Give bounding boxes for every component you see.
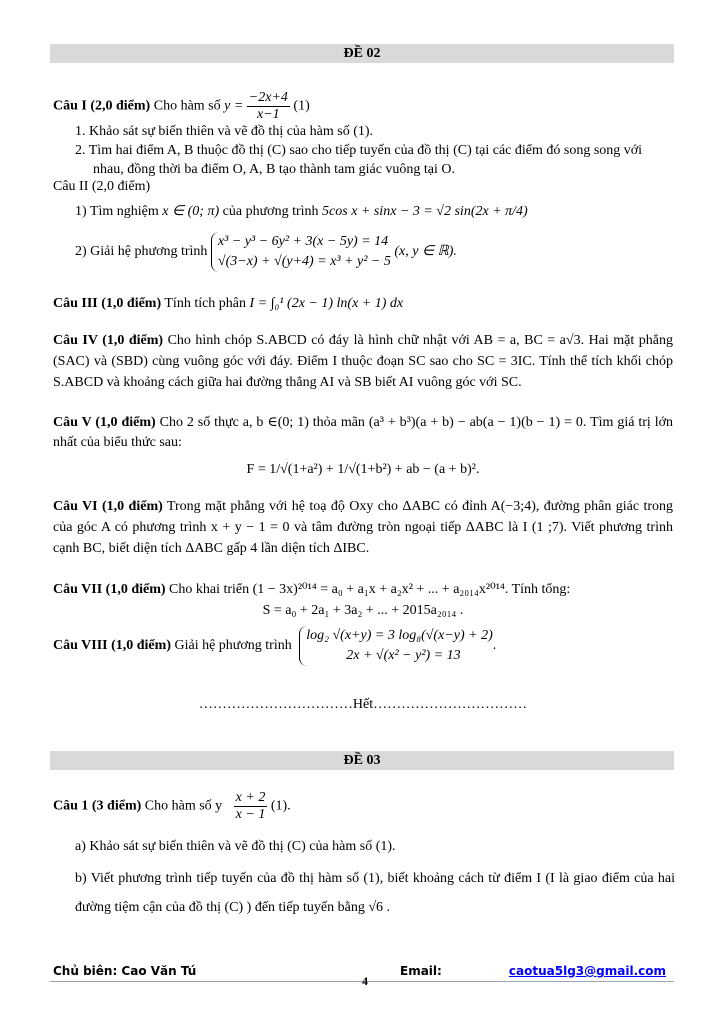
question-8: Câu VIII (1,0 điểm) Giải hệ phương trình log₂ √(x+y) = 3 log₈(√(x−y) + 2) 2x + √(x² − y²) = 13 . bbox=[53, 626, 673, 666]
question-6: Câu VI (1,0 điểm) Trong mặt phẳng với hệ toạ độ Oxy cho ΔABC có đỉnh A(−3;4), đường phân giác trong của góc A có phương trình x + y − 1 = 0 và tâm đường tròn ngoại tiếp ΔABC là I (1 ;7). Viết phương trình cạnh BC, biết diện tích ΔABC gấp 4 lần diện tích ΔIBC. bbox=[53, 499, 674, 556]
question-1-heading: Câu I (2,0 điểm) bbox=[53, 98, 151, 114]
equation-system: x³ − y³ − 6y² + 3(x − 5y) = 14 √(3−x) + √(y+4) = x³ + y² − 5 bbox=[211, 232, 391, 272]
question-1: Câu I (2,0 điểm) Cho hàm số y = $\frac{-2x+4}{x-1}$ (1) bbox=[53, 90, 310, 122]
page-footer bbox=[50, 962, 674, 988]
de03-item-a: a) Khảo sát sự biến thiên và vẽ đồ thị (C) của hàm số (1). bbox=[75, 839, 396, 854]
footer-email-label: Email: bbox=[400, 964, 442, 978]
de03-function-fraction: $\frac{x + 2}{x - 1}$ bbox=[235, 790, 266, 822]
question-1-item: 2. Tìm hai điểm A, B thuộc đồ thị (C) sao cho tiếp tuyến của đồ thị (C) tại các điểm đó song song với nhau, đồng thời ba điểm O, A, B tạo thành tam giác vuông tại O. bbox=[75, 143, 643, 177]
page-number: 4 bbox=[362, 974, 368, 988]
section-banner-de-02: ĐỀ 02 bbox=[50, 44, 674, 63]
question-4: Câu IV (1,0 điểm) Cho hình chóp S.ABCD có đáy là hình chữ nhật với AB = a, BC = a√3. Hai mặt phẳng (SAC) và (SBD) cùng vuông góc với đáy. Điểm I thuộc đoạn SC sao cho SC = 3IC. Tính thể tích khối chóp S.ABCD và khoảng cách giữa hai đường thẳng AI và SB biết AI vuông góc với SC. bbox=[53, 333, 673, 390]
question-1-item: 1. Khảo sát sự biến thiên và vẽ đồ thị của hàm số (1). bbox=[75, 124, 374, 139]
section-banner-de-03: ĐỀ 03 bbox=[50, 751, 674, 770]
end-marker: ……………………………Hết…………………………… bbox=[198, 697, 528, 712]
question-7: Câu VII (1,0 điểm) Cho khai triển (1 − 3x)²⁰¹⁴ = a₀ + a₁x + a₂x² + ... + a₂₀₁₄x²⁰¹⁴. Tính tổng: bbox=[53, 582, 571, 597]
question-3: Câu III (1,0 điểm) Tính tích phân I = ∫₀¹ (2x − 1) ln(x + 1) dx bbox=[53, 296, 404, 311]
footer-email-link[interactable]: caotua5lg3@gmail.com bbox=[508, 964, 666, 978]
log-system: log₂ √(x+y) = 3 log₈(√(x−y) + 2) 2x + √(x² − y²) = 13 bbox=[299, 626, 493, 666]
question-7-sum: S = a₀ + 2a₁ + 3a₂ + ... + 2015a₂₀₁₄ . bbox=[262, 603, 464, 618]
integral-expression: I = ∫₀¹ (2x − 1) ln(x + 1) dx bbox=[249, 296, 404, 311]
question-1-text: Cho hàm số bbox=[153, 98, 221, 114]
question-2-item-2: 2) Giải hệ phương trình x³ − y³ − 6y² + 3(x − 5y) = 14 √(3−x) + √(y+4) = x³ + y² − 5 (x, y ∈ ℝ). bbox=[75, 232, 675, 272]
function-fraction: $\frac{-2x+4}{x-1}$ bbox=[248, 90, 288, 122]
footer-author: Chủ biên: Cao Văn Tú bbox=[53, 964, 197, 978]
question-2-heading: Câu II (2,0 điểm) bbox=[53, 179, 151, 194]
question-5-expression: F = 1/√(1+a²) + 1/√(1+b²) + ab − (a + b)². bbox=[246, 462, 480, 477]
equation-tag: (1) bbox=[293, 98, 310, 114]
trig-equation: 5cos x + sinx − 3 = √2 sin(2x + π/4) bbox=[322, 204, 528, 219]
question-1-items bbox=[75, 122, 675, 179]
question-2-item-1: 1) Tìm nghiệm x ∈ (0; π) của phương trình 5cos x + sinx − 3 = √2 sin(2x + π/4) bbox=[75, 204, 528, 219]
de03-item-b: b) Viết phương trình tiếp tuyến của đồ thị hàm số (1), biết khoảng cách từ điểm I (I là giao điểm của hai đường tiệm cận của đồ thị (C) ) đến tiếp tuyến bằng √6 . bbox=[75, 871, 675, 915]
question-5: Câu V (1,0 điểm) Cho 2 số thực a, b ∈(0; 1) thỏa mãn (a³ + b³)(a + b) − ab(a − 1)(b − 1) = 0. Tìm giá trị lớn nhất của biểu thức sau: bbox=[53, 415, 674, 450]
de03-question-1: Câu 1 (3 điểm) Cho hàm số y $\frac{x + 2}{x - 1}$ (1). bbox=[53, 790, 291, 822]
